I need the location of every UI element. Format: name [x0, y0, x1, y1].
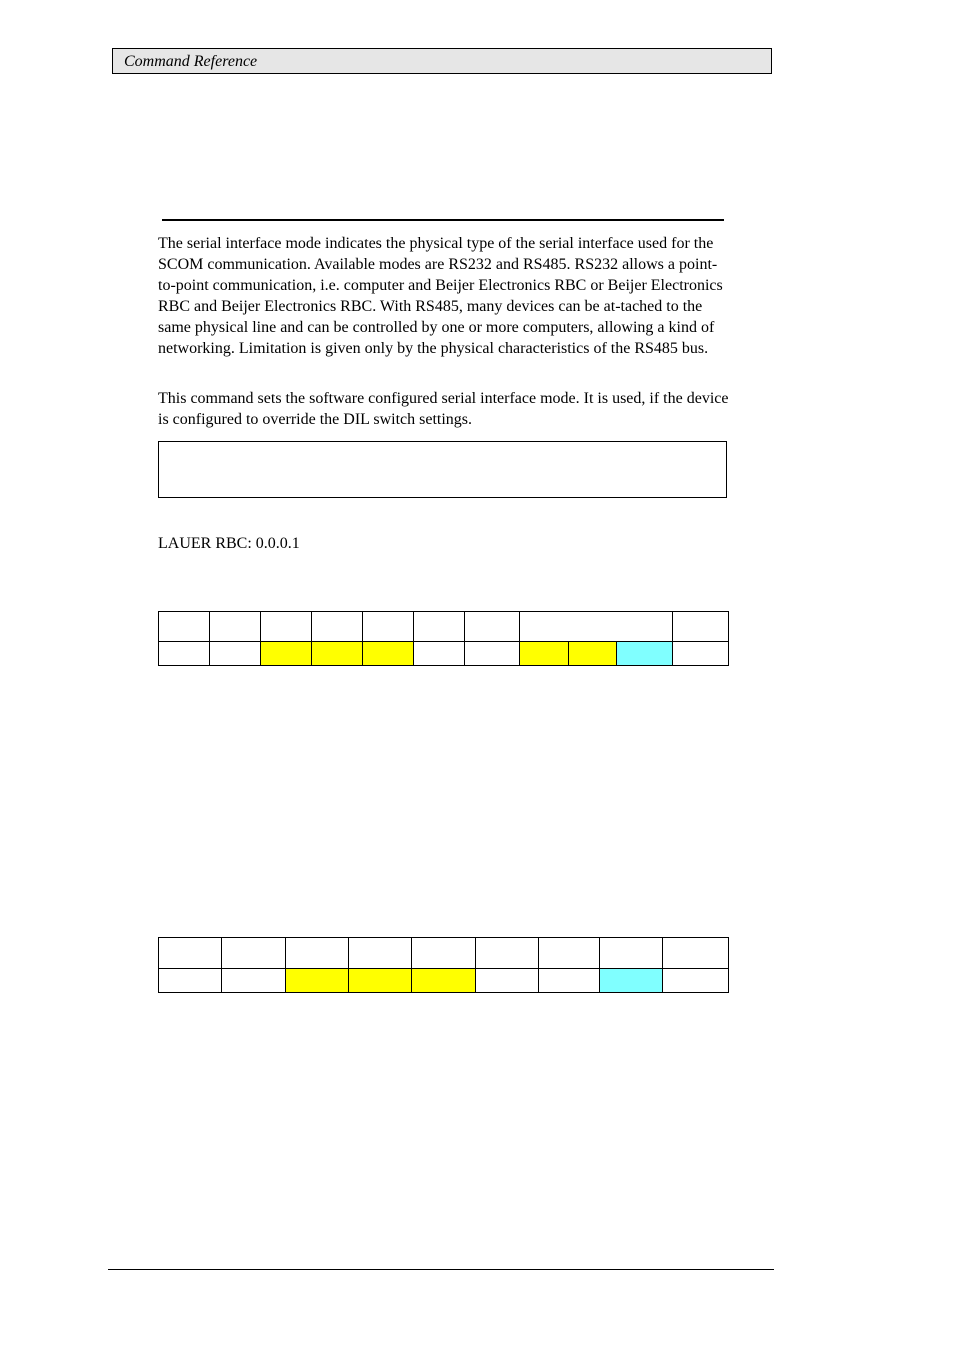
request-byte-cell	[210, 642, 261, 666]
request-header-cell	[673, 612, 729, 642]
request-header-cell	[414, 612, 465, 642]
footer-rule	[108, 1269, 774, 1270]
response-header-cell	[663, 938, 729, 969]
response-header-cell	[412, 938, 476, 969]
request-byte-cell-highlighted	[312, 642, 363, 666]
request-header-cell	[312, 612, 363, 642]
response-byte-cell-highlighted	[286, 969, 349, 993]
request-byte-cell	[673, 642, 729, 666]
request-byte-cell-highlighted	[363, 642, 414, 666]
request-byte-cell-highlighted	[569, 642, 617, 666]
response-frame-table	[158, 937, 729, 993]
request-header-cell	[261, 612, 312, 642]
response-header-cell	[349, 938, 412, 969]
response-byte-cell-checksum	[600, 969, 663, 993]
version-line: LAUER RBC: 0.0.0.1	[158, 535, 300, 552]
command-purpose-paragraph: This command sets the software configured serial interface mode. It is used, if the device is configured to override the DIL switch settings.	[158, 390, 729, 428]
response-header-cell	[286, 938, 349, 969]
response-byte-cell	[539, 969, 600, 993]
response-header-cell	[476, 938, 539, 969]
response-byte-cell-highlighted	[349, 969, 412, 993]
response-header-cell	[600, 938, 663, 969]
response-byte-cell	[159, 969, 222, 993]
response-byte-cell	[476, 969, 539, 993]
response-byte-cell	[222, 969, 286, 993]
description-paragraph: The serial interface mode indicates the physical type of the serial interface used for the SCOM communication. Available modes are RS232 and RS485. RS232 allows a point-to-point communication, i.e. computer and Beijer Electronics RBC or Beijer Electronics RBC and Beijer Electronics RBC. With RS485, many devices can be at-tached to the same physical line and can be controlled by one or more computers, allowing a kind of networking. Limitation is given only by the physical characteristics of the RS485 bus.	[158, 235, 723, 357]
request-byte-cell-checksum	[617, 642, 673, 666]
request-header-cell-data	[520, 612, 673, 642]
request-header-cell	[210, 612, 261, 642]
request-frame-header-row	[159, 612, 729, 642]
response-header-cell	[159, 938, 222, 969]
section-rule	[162, 219, 724, 221]
response-byte-cell-highlighted	[412, 969, 476, 993]
request-frame-table	[158, 611, 729, 666]
response-frame-header-row	[159, 938, 729, 969]
request-byte-cell-highlighted	[520, 642, 569, 666]
response-byte-cell	[663, 969, 729, 993]
running-header-title: Command Reference	[124, 53, 258, 70]
response-header-cell	[222, 938, 286, 969]
response-frame-byte-row	[159, 969, 729, 993]
request-header-cell	[159, 612, 210, 642]
request-header-cell	[465, 612, 520, 642]
syntax-box	[158, 441, 727, 498]
response-header-cell	[539, 938, 600, 969]
request-byte-cell	[465, 642, 520, 666]
request-byte-cell	[414, 642, 465, 666]
running-header	[112, 48, 772, 74]
request-header-cell	[363, 612, 414, 642]
request-frame-byte-row	[159, 642, 729, 666]
request-byte-cell	[159, 642, 210, 666]
request-byte-cell-highlighted	[261, 642, 312, 666]
